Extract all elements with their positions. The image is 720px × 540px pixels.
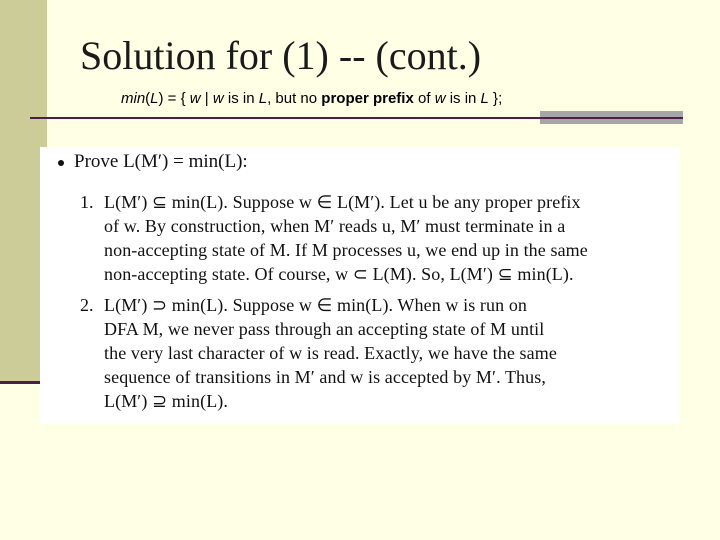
proof-line: of w. By construction, when M′ reads u, M′ must terminate in a [104, 216, 566, 236]
subtitle-text: of [413, 90, 435, 107]
proof-line: sequence of transitions in M′ and w is accepted by M′. Thus, [104, 367, 546, 387]
subtitle-text: is in [223, 90, 259, 107]
item-number-1: 1. [80, 192, 94, 212]
subtitle-var: L [150, 90, 159, 107]
subtitle-var: w [434, 90, 446, 107]
subtitle-text: | [200, 90, 213, 107]
item-number-2: 2. [80, 295, 94, 315]
prove-heading [58, 151, 248, 173]
proof-line: non-accepting state of M. If M processes u, we end up in the same [104, 240, 588, 260]
proof-line: L(M′) ⊆ min(L). Suppose w ∈ L(M′). Let u be any proper prefix [104, 192, 581, 212]
proof-line: L(M′) ⊃ min(L). Suppose w ∈ min(L). When w is run on [104, 295, 528, 315]
bullet-icon [58, 160, 64, 166]
subtitle-text: }; [488, 90, 503, 107]
prove-text: Prove L(M′) = min(L): [74, 151, 248, 172]
slide-subtitle [121, 90, 502, 107]
subtitle-var: L [480, 90, 489, 107]
decorative-left-bar-tick [0, 381, 40, 384]
subtitle-text: ) = { [158, 90, 190, 107]
proof-line: DFA M, we never pass through an accepting state of M until [104, 319, 545, 339]
proof-line: the very last character of w is read. Exactly, we have the same [104, 343, 557, 363]
divider-rule [30, 117, 683, 119]
subtitle-text: is in [445, 90, 481, 107]
subtitle-var: w [212, 90, 224, 107]
subtitle-var: L [258, 90, 268, 107]
proof-image-panel [40, 147, 680, 424]
slide-title: Solution for (1) -- (cont.) [80, 33, 482, 78]
subtitle-text: ( [145, 90, 151, 107]
subtitle-var: w [189, 90, 201, 107]
proof-line: L(M′) ⊇ min(L). [104, 391, 228, 411]
subtitle-min: min [121, 90, 146, 107]
proof-line: non-accepting state. Of course, w ⊂ L(M). So, L(M′) ⊆ min(L). [104, 264, 574, 284]
subtitle-text: , but no [267, 90, 322, 107]
subtitle-bold: proper prefix [321, 90, 414, 107]
